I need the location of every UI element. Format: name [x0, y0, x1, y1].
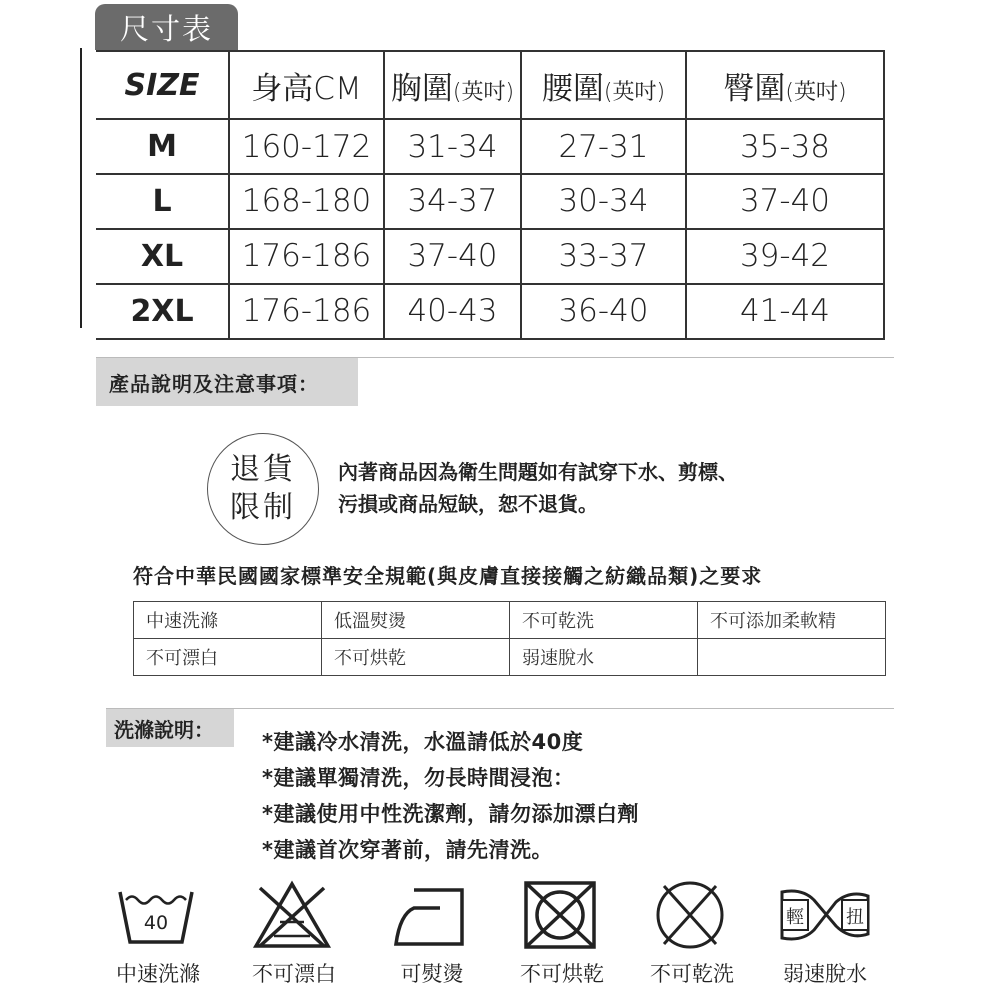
size-cell: XL — [96, 229, 229, 284]
header-waist-label: 腰圍 — [541, 70, 604, 107]
waist-cell: 30-34 — [521, 174, 686, 229]
header-hip-label: 臀圍 — [723, 70, 786, 107]
care-icon-label: 不可漂白 — [252, 962, 336, 986]
care-icon-label: 不可乾洗 — [650, 962, 734, 986]
header-chest — [384, 51, 521, 119]
list-item: *建議使用中性洗潔劑，請勿添加漂白劑 — [262, 802, 639, 826]
header-height: 身高CM — [229, 51, 384, 119]
size-chart-title: 尺寸表 — [95, 4, 238, 50]
gentle-wring-icon — [778, 880, 872, 950]
table-row — [96, 229, 884, 284]
left-divider — [80, 48, 82, 328]
waist-cell: 36-40 — [521, 284, 686, 339]
care-cell: 中速洗滌 — [134, 602, 322, 639]
no-bleach-icon — [252, 880, 332, 950]
size-cell: L — [96, 174, 229, 229]
header-size: SIZE — [96, 51, 229, 119]
list-item: *建議首次穿著前，請先清洗。 — [262, 838, 553, 862]
height-cell: 160-172 — [229, 119, 384, 174]
hip-cell: 37-40 — [686, 174, 884, 229]
chest-cell: 31-34 — [384, 119, 521, 174]
hip-cell: 41-44 — [686, 284, 884, 339]
chest-cell: 40-43 — [384, 284, 521, 339]
header-hip — [686, 51, 884, 119]
return-restriction-badge — [207, 433, 319, 545]
waist-cell: 27-31 — [521, 119, 686, 174]
care-icon-label: 可熨燙 — [400, 962, 464, 986]
list-item: *建議單獨清洗，勿長時間浸泡： — [262, 766, 575, 790]
care-cell: 弱速脫水 — [510, 639, 698, 676]
care-cell: 不可乾洗 — [510, 602, 698, 639]
waist-cell: 33-37 — [521, 229, 686, 284]
badge-line1: 退貨 — [230, 452, 296, 487]
badge-line2: 限制 — [230, 490, 296, 525]
care-icon-label: 中速洗滌 — [116, 962, 200, 986]
height-cell: 168-180 — [229, 174, 384, 229]
size-cell: 2XL — [96, 284, 229, 339]
header-waist — [521, 51, 686, 119]
size-cell: M — [96, 119, 229, 174]
safety-standard-text: 符合中華民國國家標準安全規範(與皮膚直接接觸之紡織品類)之要求 — [133, 564, 763, 588]
wash-temp-label: 40 — [143, 912, 169, 934]
return-policy-text — [338, 456, 738, 520]
wring-right-char: 扭 — [846, 907, 864, 928]
return-policy-line1: 內著商品因為衛生問題如有試穿下水、剪標、 — [338, 460, 738, 484]
notice-heading: 產品說明及注意事項： — [96, 358, 358, 406]
care-summary-table — [133, 601, 886, 676]
no-dry-clean-icon — [650, 880, 730, 950]
care-icon-label: 弱速脫水 — [783, 962, 867, 986]
height-cell: 176-186 — [229, 229, 384, 284]
size-chart-header-row — [96, 51, 884, 119]
care-cell — [698, 639, 886, 676]
care-cell: 不可添加柔軟精 — [698, 602, 886, 639]
wash-tub-40-icon — [116, 880, 196, 950]
iron-icon — [390, 880, 470, 950]
table-row — [96, 174, 884, 229]
chest-cell: 37-40 — [384, 229, 521, 284]
wring-left-char: 輕 — [786, 907, 804, 928]
size-chart-table — [96, 50, 885, 340]
chest-cell: 34-37 — [384, 174, 521, 229]
header-chest-label: 胸圍 — [390, 70, 453, 107]
header-waist-unit: (英吋) — [603, 79, 666, 105]
table-row — [134, 602, 886, 639]
care-cell: 低溫熨燙 — [322, 602, 510, 639]
return-policy-line2: 污損或商品短缺，恕不退貨。 — [338, 492, 598, 516]
header-hip-unit: (英吋) — [785, 79, 847, 105]
table-row — [134, 639, 886, 676]
header-chest-unit: (英吋) — [452, 79, 515, 105]
care-icon-label: 不可烘乾 — [520, 962, 604, 986]
washing-list — [262, 724, 639, 868]
hip-cell: 39-42 — [686, 229, 884, 284]
table-row — [96, 284, 884, 339]
no-tumble-dry-icon — [520, 880, 600, 950]
washing-heading: 洗滌說明： — [106, 709, 234, 747]
care-cell: 不可漂白 — [134, 639, 322, 676]
height-cell: 176-186 — [229, 284, 384, 339]
hip-cell: 35-38 — [686, 119, 884, 174]
list-item: *建議冷水清洗，水溫請低於40度 — [262, 730, 584, 754]
table-row — [96, 119, 884, 174]
care-cell: 不可烘乾 — [322, 639, 510, 676]
